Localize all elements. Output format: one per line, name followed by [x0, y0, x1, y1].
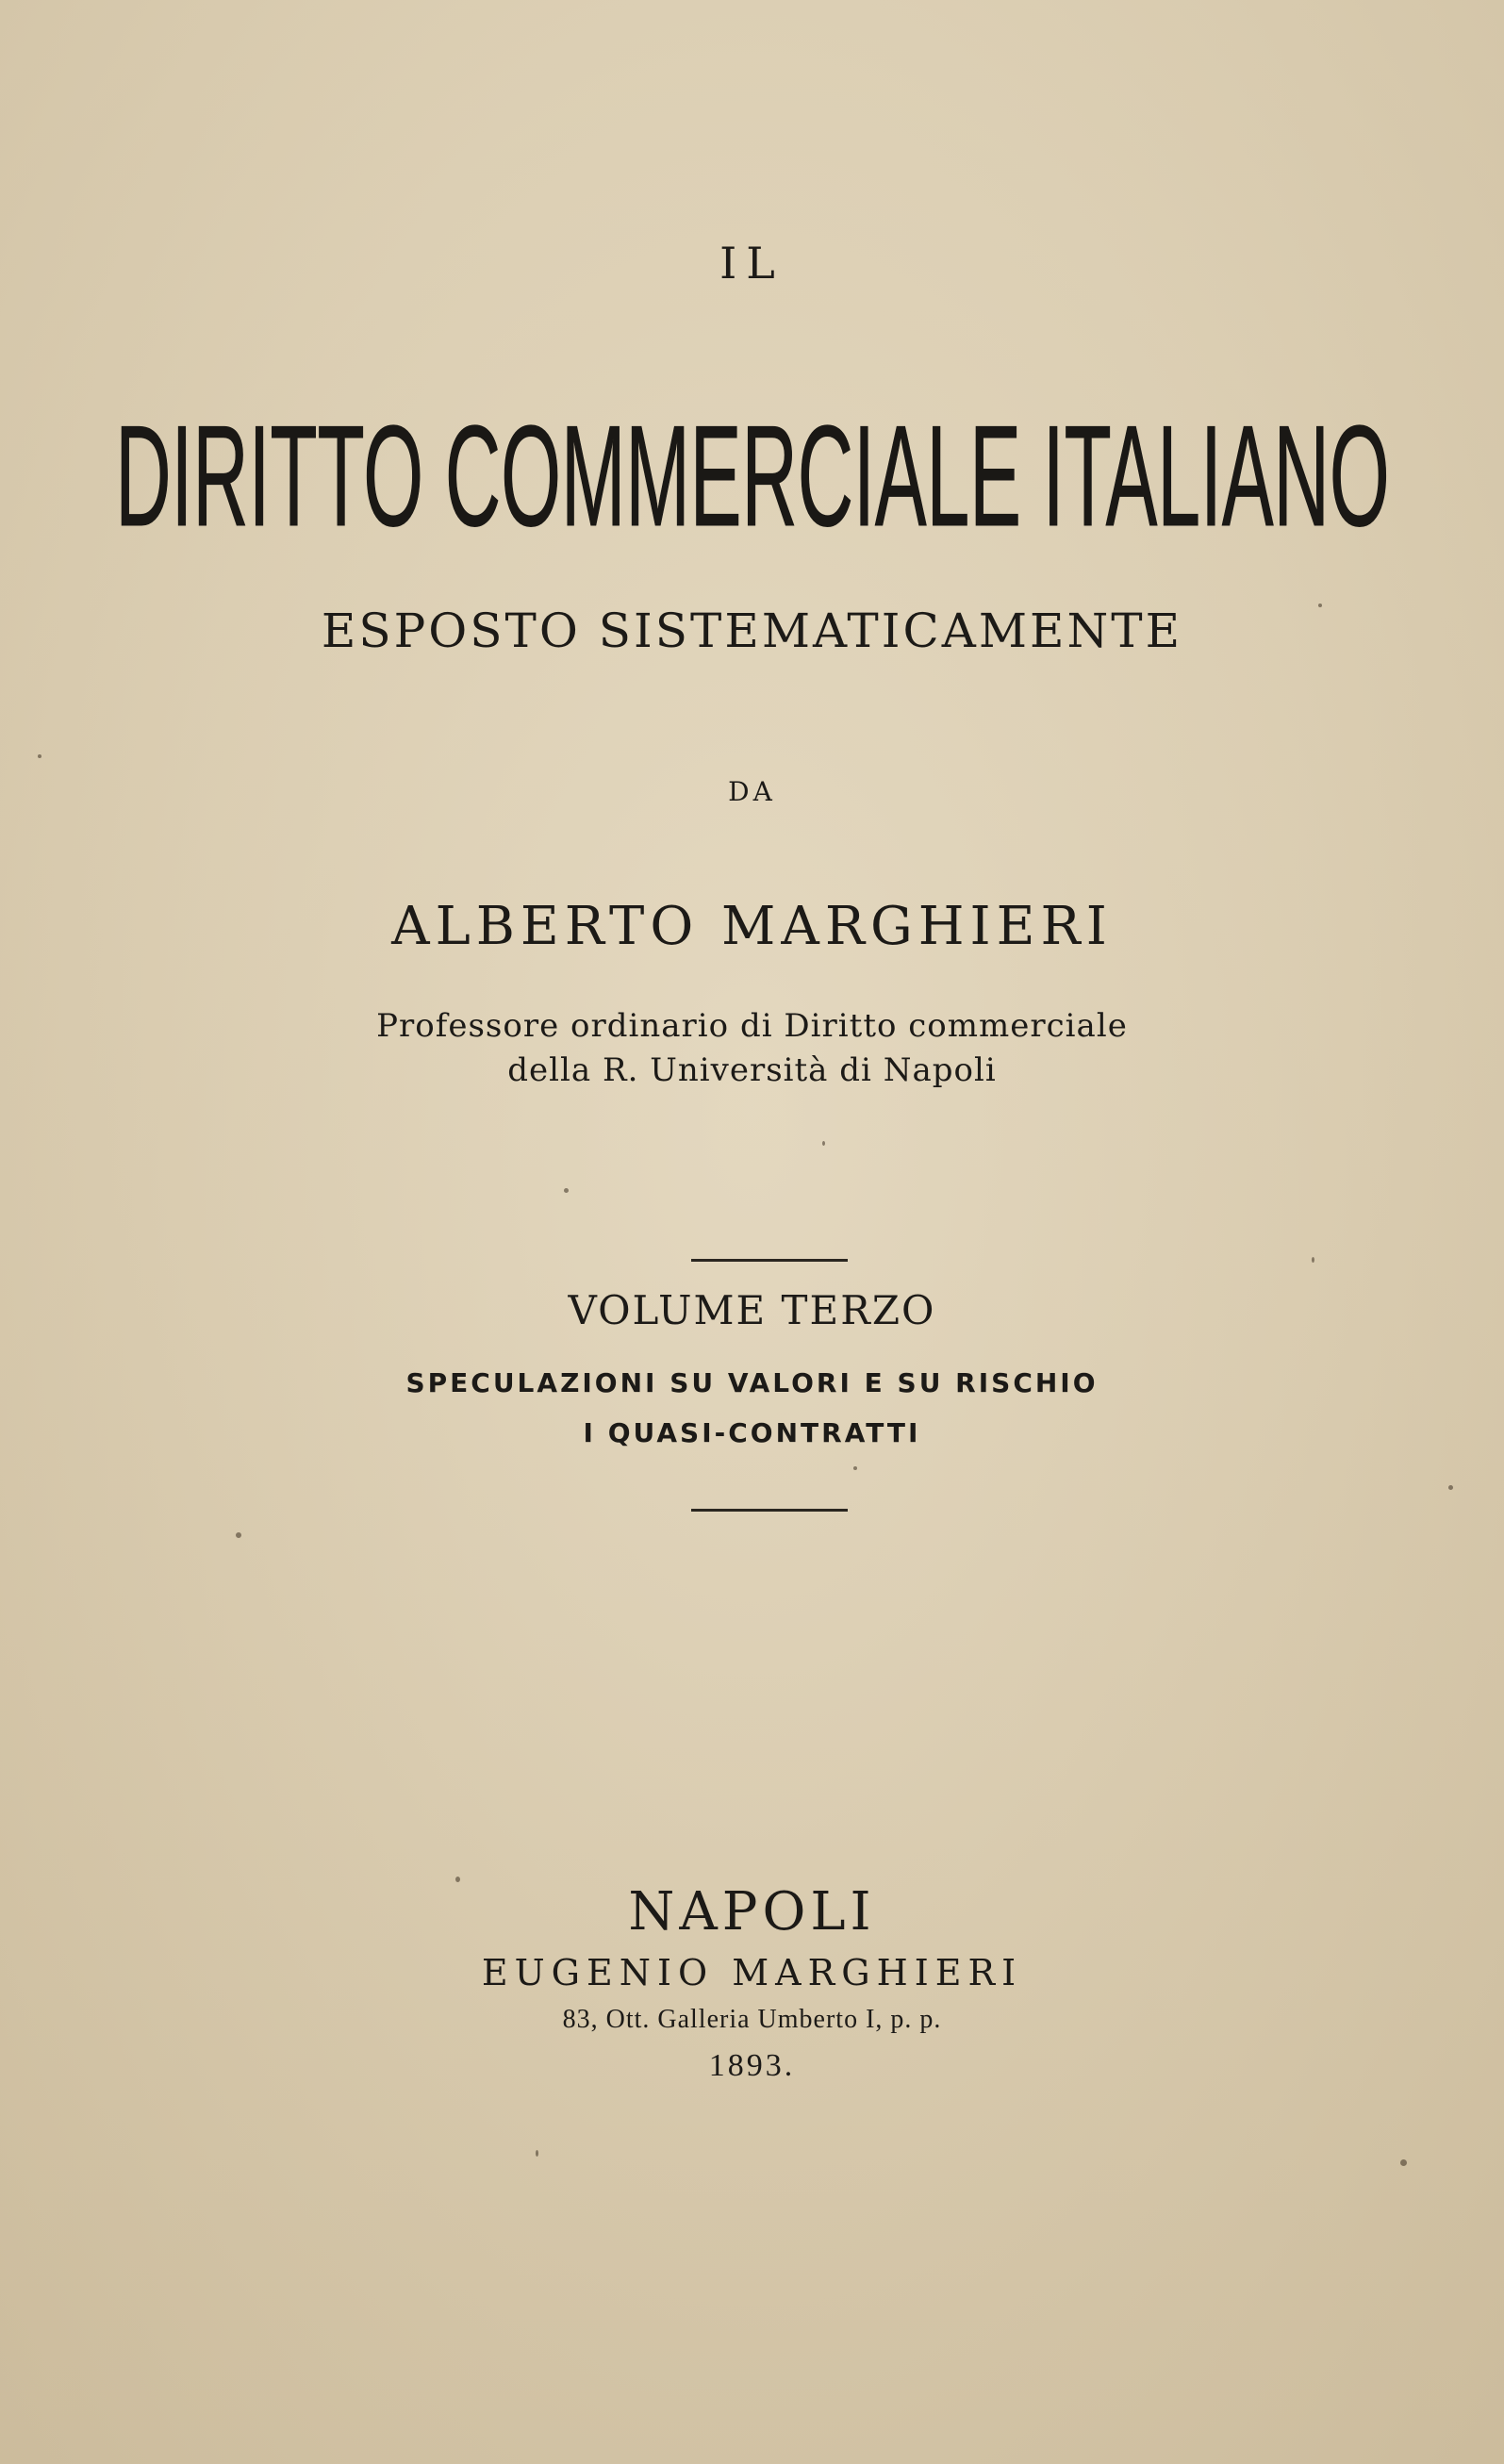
book-title	[0, 387, 1504, 566]
title-article: IL	[719, 238, 785, 289]
paper-speck	[564, 1188, 569, 1193]
paper-speck	[236, 1532, 241, 1538]
paper-speck	[455, 1877, 460, 1882]
paper-speck	[536, 2150, 538, 2157]
book-subtitle: ESPOSTO SISTEMATICAMENTE	[321, 604, 1183, 658]
volume-label: VOLUME TERZO	[568, 1287, 936, 1333]
imprint-publisher: EUGENIO MARGHIERI	[481, 1952, 1023, 1993]
divider-bottom	[691, 1509, 848, 1512]
imprint-address: 83, Ott. Galleria Umberto I, p. p.	[562, 2005, 942, 2034]
imprint-city: NAPOLI	[628, 1881, 876, 1943]
paper-speck	[822, 1141, 825, 1146]
divider-top	[691, 1259, 848, 1262]
volume-subject-line1: SPECULAZIONI SU VALORI E SU RISCHIO	[405, 1367, 1099, 1398]
book-title-text: DIRITTO COMMERCIALE ITALIANO	[114, 396, 1390, 556]
volume-subject-line2: I QUASI-CONTRATTI	[583, 1417, 921, 1448]
author-title-line1: Professore ordinario di Diritto commerciale	[376, 1007, 1128, 1045]
by-label: DA	[728, 776, 776, 807]
paper-speck	[1312, 1257, 1314, 1263]
paper-speck	[1448, 1485, 1453, 1490]
paper-speck	[1400, 2159, 1407, 2166]
paper-speck	[38, 754, 41, 758]
author-title-line2: della R. Università di Napoli	[507, 1051, 997, 1089]
imprint-year: 1893.	[708, 2048, 796, 2083]
author-name: ALBERTO MARGHIERI	[391, 896, 1113, 957]
paper-speck	[853, 1466, 857, 1470]
paper-speck	[1318, 604, 1322, 607]
